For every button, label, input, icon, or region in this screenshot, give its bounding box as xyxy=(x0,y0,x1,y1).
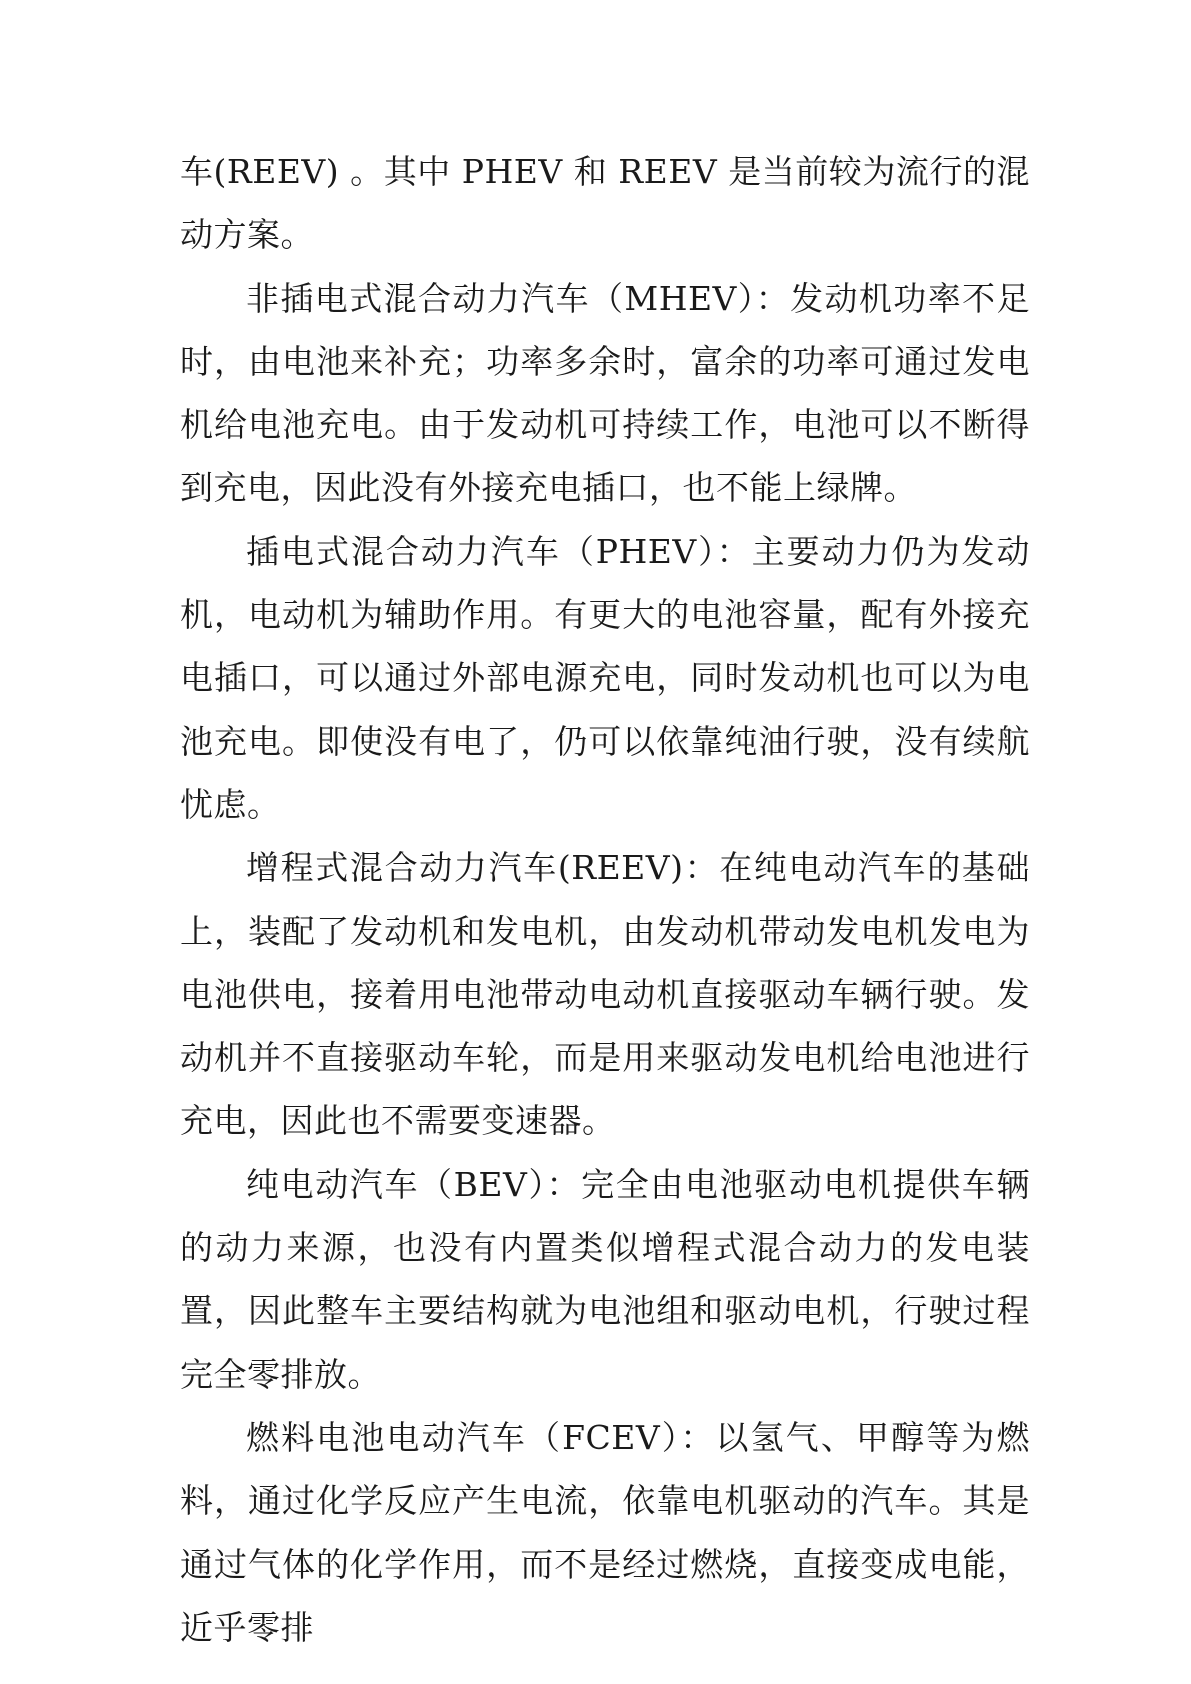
paragraph-bev: 纯电动汽车（BEV）：完全由电池驱动电机提供车辆的动力来源，也没有内置类似增程式混合动力的发电装置，因此整车主要结构就为电池组和驱动电机，行驶过程完全零排放。 xyxy=(180,1164,1030,1394)
paragraph-mhev: 非插电式混合动力汽车（MHEV）：发动机功率不足时，由电池来补充；功率多余时，富余的功率可通过发电机给电池充电。由于发动机可持续工作，电池可以不断得到充电，因此没有外接充电插口，也不能上绿牌。 xyxy=(180,278,1030,508)
paragraph-continuation: 车(REEV) 。其中 PHEV 和 REEV 是当前较为流行的混动方案。 xyxy=(180,152,1030,255)
paragraph-phev: 插电式混合动力汽车（PHEV）：主要动力仍为发动机，电动机为辅助作用。有更大的电池容量，配有外接充电插口，可以通过外部电源充电，同时发动机也可以为电池充电。即使没有电了，仍可以依靠纯油行驶，没有续航忧虑。 xyxy=(180,531,1030,824)
paragraph-reev: 增程式混合动力汽车(REEV)：在纯电动汽车的基础上，装配了发动机和发电机，由发动机带动发电机发电为电池供电，接着用电池带动电动机直接驱动车辆行驶。发动机并不直接驱动车轮，而是用来驱动发电机给电池进行充电，因此也不需要变速器。 xyxy=(180,848,1030,1141)
document-body xyxy=(180,140,1030,1659)
paragraph-fcev: 燃料电池电动汽车（FCEV）：以氢气、甲醇等为燃料，通过化学反应产生电流，依靠电机驱动的汽车。其是通过气体的化学作用，而不是经过燃烧，直接变成电能，近乎零排 xyxy=(180,1417,1030,1647)
